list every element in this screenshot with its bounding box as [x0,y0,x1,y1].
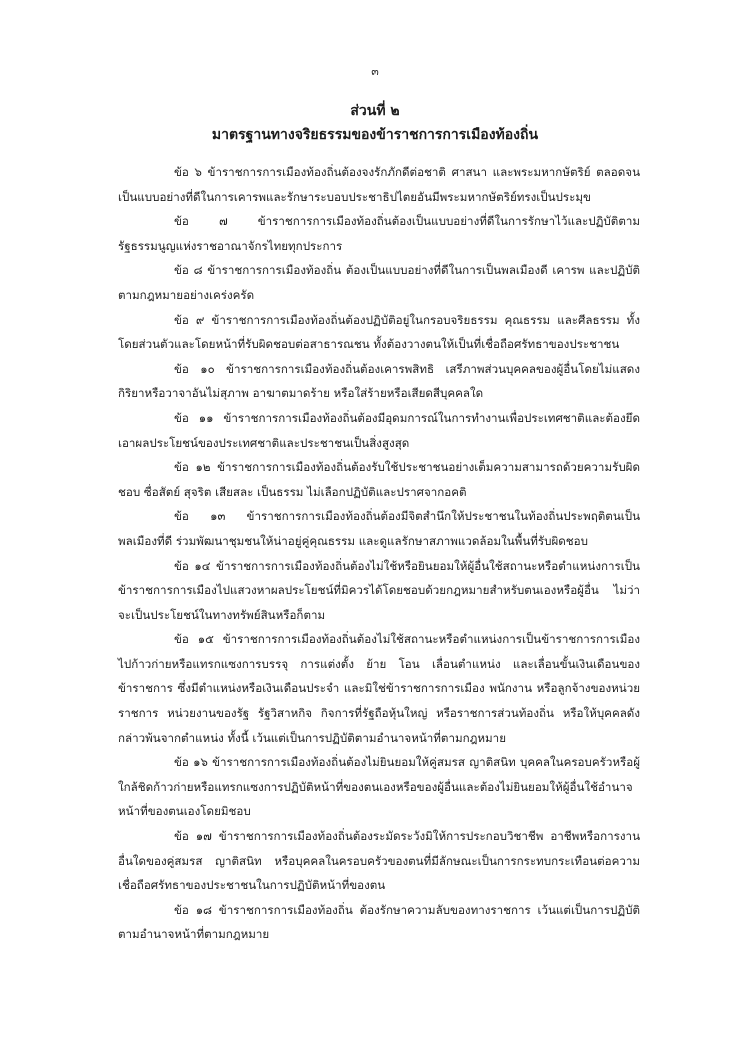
clause-7: ข้อ ๗ ข้าราชการการเมืองท้องถิ่นต้องเป็นแบบอย่างที่ดีในการรักษาไว้และปฏิบัติตามรัฐธรรมนูญแห่งราชอาณาจักรไทยทุกประการ [118,214,640,253]
part-title: ส่วนที่ ๒ [350,103,400,119]
clause-11: ข้อ ๑๑ ข้าราชการการเมืองท้องถิ่นต้องมีอุดมการณ์ในการทำงานเพื่อประเทศชาติและต้องยึดเอาผลประโยชน์ของประเทศชาติและประชาชนเป็นสิ่งสูงสุด [118,410,640,450]
clause-8: ข้อ ๘ ข้าราชการการเมืองท้องถิ่น ต้องเป็นแบบอย่างที่ดีในการเป็นพลเมืองดี เคารพ และปฏิบัติตามกฎหมายอย่างเคร่งครัด [118,263,640,302]
clause-16: ข้อ ๑๖ ข้าราชการการเมืองท้องถิ่นต้องไม่ยินยอมให้คู่สมรส ญาติสนิท บุคคลในครอบครัวหรือผู้ใกล้ชิดก้าวก่ายหรือแทรกแซงการปฏิบัติหน้าที่ของตนเองหรือของผู้อื่นและต้องไม่ยินยอมให้ผู้อื่นใช้อำนาจหน้าที่ของตนเองโดยมิชอบ [118,755,640,819]
clause-9: ข้อ ๙ ข้าราชการการเมืองท้องถิ่นต้องปฏิบัติอยู่ในกรอบจริยธรรม คุณธรรม และศีลธรรม ทั้งโดยส่วนตัวและโดยหน้าที่รับผิดชอบต่อสาธารณชน ทั้งต้องวางตนให้เป็นที่เชื่อถือศรัทธาของประชาชน [118,312,640,352]
clause-15: ข้อ ๑๕ ข้าราชการการเมืองท้องถิ่นต้องไม่ใช้สถานะหรือตำแหน่งการเป็นข้าราชการการเมืองไปก้าวก่ายหรือแทรกแซงการบรรจุ การแต่งตั้ง ย้าย โอน เลื่อนตำแหน่ง และเลื่อนขั้นเงินเดือนของข้าราชการ ซึ่งมีตำแหน่งหรือเงินเดือนประจำ และมิใช่ข้าราชการการเมือง พนักงาน หรือลูกจ้างของหน่วยราชการ หน่วยงานของรัฐ รัฐวิสาหกิจ กิจการที่รัฐถือหุ้นใหญ่ หรือราชการส่วนท้องถิ่น หรือให้บุคคลดังกล่าวพ้นจากตำแหน่ง ทั้งนี้ เว้นแต่เป็นการปฏิบัติตามอำนาจหน้าที่ตามกฎหมาย [118,632,640,745]
clause-14: ข้อ ๑๔ ข้าราชการการเมืองท้องถิ่นต้องไม่ใช้หรือยินยอมให้ผู้อื่นใช้สถานะหรือตำแหน่งการเป็นข้าราชการการเมืองไปแสวงหาผลประโยชน์ที่มิควรได้โดยชอบด้วยกฎหมายสำหรับตนเองหรือผู้อื่น ไม่ว่าจะเป็นประโยชน์ในทางทรัพย์สินหรือก็ตาม [118,558,640,622]
clause-10: ข้อ ๑๐ ข้าราชการการเมืองท้องถิ่นต้องเคารพสิทธิ เสรีภาพส่วนบุคคลของผู้อื่นโดยไม่แสดงกิริยาหรือวาจาอันไม่สุภาพ อาฆาตมาดร้าย หรือใส่ร้ายหรือเสียดสีบุคคลใด [118,361,640,401]
clause-6: ข้อ ๖ ข้าราชการการเมืองท้องถิ่นต้องจงรักภักดีต่อชาติ ศาสนา และพระมหากษัตริย์ ตลอดจนเป็นแบบอย่างที่ดีในการเคารพและรักษาระบอบประชาธิปไตยอันมีพระมหากษัตริย์ทรงเป็นประมุข [118,165,640,204]
clause-17: ข้อ ๑๗ ข้าราชการการเมืองท้องถิ่นต้องระมัดระวังมิให้การประกอบวิชาชีพ อาชีพหรือการงานอื่นใดของคู่สมรส ญาติสนิท หรือบุคคลในครอบครัวของตนที่มีลักษณะเป็นการกระทบกระเทือนต่อความเชื่อถือศรัทธาของประชาชนในการปฏิบัติหน้าที่ของตน [118,829,640,893]
clause-13: ข้อ ๑๓ ข้าราชการการเมืองท้องถิ่นต้องมีจิตสำนึกให้ประชาชนในท้องถิ่นประพฤติตนเป็นพลเมืองที่ดี ร่วมพัฒนาชุมชนให้น่าอยู่คู่คุณธรรม และดูแลรักษาสภาพแวดล้อมในพื้นที่รับผิดชอบ [118,509,640,548]
clause-18: ข้อ ๑๘ ข้าราชการการเมืองท้องถิ่น ต้องรักษาความลับของทางราชการ เว้นแต่เป็นการปฏิบัติตามอำนาจหน้าที่ตามกฎหมาย [118,902,640,942]
part-subtitle: มาตรฐานทางจริยธรรมของข้าราชการการเมืองท้องถิ่น [211,127,539,143]
clause-list [118,160,640,947]
clause-12: ข้อ ๑๒ ข้าราชการการเมืองท้องถิ่นต้องรับใช้ประชาชนอย่างเต็มความสามารถด้วยความรับผิดชอบ ซื่อสัตย์ สุจริต เสียสละ เป็นธรรม ไม่เลือกปฏิบัติและปราศจากอคติ [118,460,640,499]
page-number: ๓ [371,65,379,78]
